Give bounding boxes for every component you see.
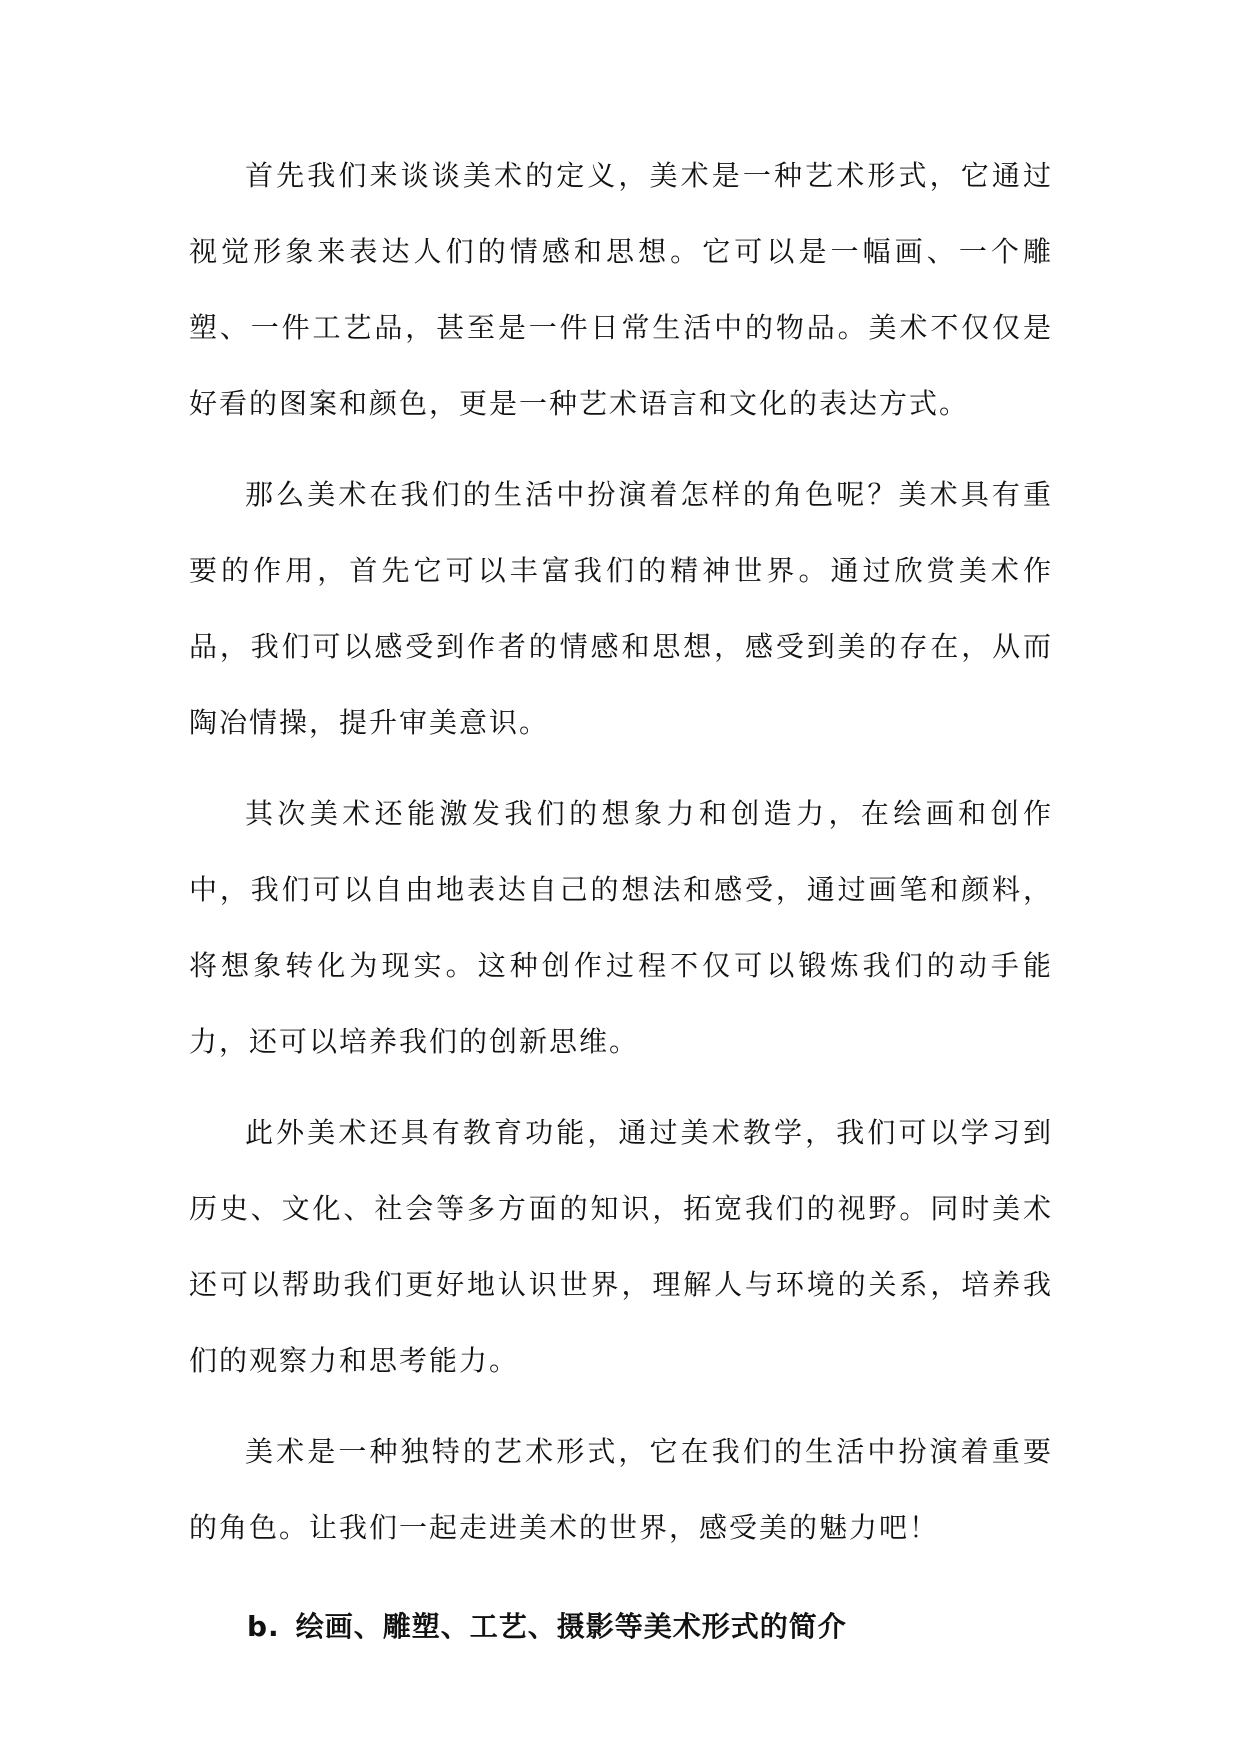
paragraph-definition: 首先我们来谈谈美术的定义，美术是一种艺术形式，它通过视觉形象来表达人们的情感和思想。它可以是一幅画、一个雕塑、一件工艺品，甚至是一件日常生活中的物品。美术不仅仅是好看的图案和颜色，更是一种艺术语言和文化的表达方式。 (189, 159, 1053, 420)
paragraph-role: 那么美术在我们的生活中扮演着怎样的角色呢？美术具有重要的作用，首先它可以丰富我们的精神世界。通过欣赏美术作品，我们可以感受到作者的情感和思想，感受到美的存在，从而陶冶情操，提升审美意识。 (189, 478, 1053, 739)
section-heading (189, 1589, 1053, 1665)
document-body (189, 138, 1053, 1665)
paragraph-education: 此外美术还具有教育功能，通过美术教学，我们可以学习到历史、文化、社会等多方面的知识，拓宽我们的视野。同时美术还可以帮助我们更好地认识世界，理解人与环境的关系，培养我们的观察力和思考能力。 (189, 1116, 1053, 1377)
section-heading-marker: b. (247, 1610, 280, 1643)
paragraph-imagination: 其次美术还能激发我们的想象力和创造力，在绘画和创作中，我们可以自由地表达自己的想法和感受，通过画笔和颜料，将想象转化为现实。这种创作过程不仅可以锻炼我们的动手能力，还可以培养我们的创新思维。 (189, 797, 1053, 1058)
paragraph-conclusion: 美术是一种独特的艺术形式，它在我们的生活中扮演着重要的角色。让我们一起走进美术的世界，感受美的魅力吧！ (189, 1435, 1053, 1544)
section-heading-text: 绘画、雕塑、工艺、摄影等美术形式的简介 (295, 1610, 847, 1643)
